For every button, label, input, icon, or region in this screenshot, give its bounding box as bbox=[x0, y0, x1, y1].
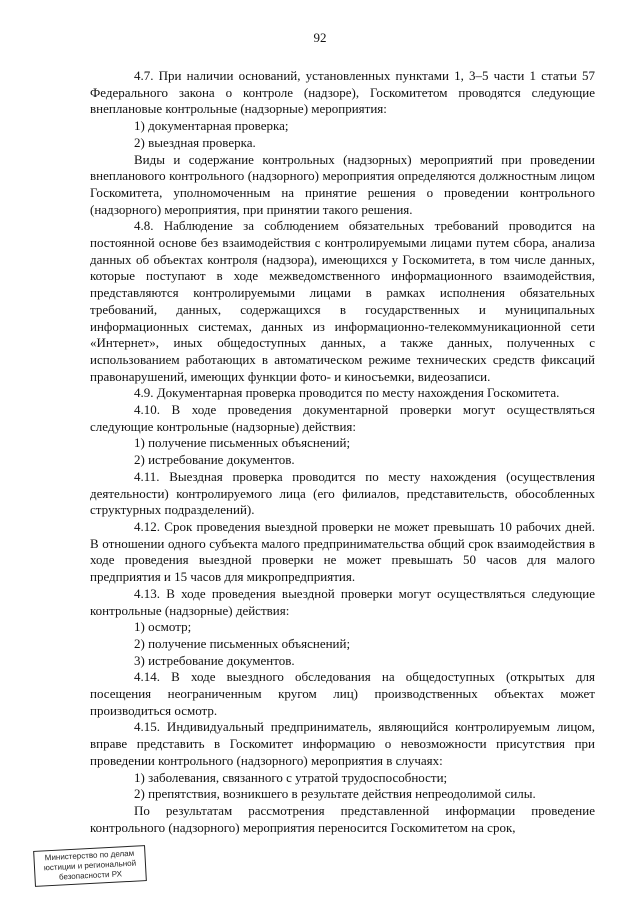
paragraph: 4.13. В ходе проведения выездной проверки могут осуществляться следующие контрольные (надзорные) действия: bbox=[90, 585, 595, 618]
paragraph: По результатам рассмотрения представленной информации проведение контрольного (надзорного) мероприятия переносится Госкомитетом на срок, bbox=[90, 802, 595, 835]
paragraph: 4.15. Индивидуальный предприниматель, являющийся контролируемым лицом, вправе представить в Госкомитет информацию о невозможности присутствия при проведении контрольного (надзорного) мероприятия в случаях: bbox=[90, 719, 595, 768]
paragraph: 4.10. В ходе проведения документарной проверки могут осуществляться следующие контрольные (надзорные) действия: bbox=[90, 402, 595, 434]
list-item: 2) получение письменных объяснений; bbox=[134, 635, 351, 651]
stamp-line-1: Министерство по делам bbox=[44, 848, 135, 863]
list-item: 1) документарная проверка; bbox=[134, 118, 289, 134]
stamp-line-2: юстиции и региональной bbox=[43, 858, 137, 873]
list-item: 2) истребование документов. bbox=[134, 452, 295, 468]
list-item: 3) истребование документов. bbox=[134, 652, 295, 668]
stamp-line-3: безопасности РХ bbox=[58, 869, 123, 882]
paragraph: 4.9. Документарная проверка проводится по месту нахождения Госкомитета. bbox=[134, 385, 560, 401]
paragraph: 4.14. В ходе выездного обследования на общедоступных (открытых для посещения неограниченным кругом лиц) производственных объектах может производиться осмотр. bbox=[90, 669, 595, 718]
paragraph: Виды и содержание контрольных (надзорных) мероприятий при проведении внепланового контрольного (надзорного) мероприятия определяются должностным лицом Госкомитета, уполномоченным на принятие решения о проведении контрольного (надзорного) мероприятия, при принятии такого решения. bbox=[90, 151, 595, 217]
list-item: 2) препятствия, возникшего в результате действия непреодолимой силы. bbox=[134, 786, 536, 802]
page-number: 92 bbox=[313, 30, 327, 45]
registration-stamp bbox=[33, 845, 147, 887]
paragraph: 4.11. Выездная проверка проводится по месту нахождения (осуществления деятельности) контролируемого лица (его филиалов, представительств, обособленных структурных подразделений). bbox=[90, 468, 595, 518]
list-item: 1) получение письменных объяснений; bbox=[134, 435, 351, 451]
list-item: 1) осмотр; bbox=[134, 619, 192, 635]
list-item: 2) выездная проверка. bbox=[134, 134, 256, 150]
paragraph: 4.8. Наблюдение за соблюдением обязательных требований проводится на постоянной основе без взаимодействия с контролируемыми лицами путем сбора, анализа данных об объектах контроля (надзора), имеющихся у Госкомитета, в том числе данных, которые поступают в ходе межведомственного информационного взаимодействия, представляются контролируемыми лицами в рамках исполнения обязательных требований, данных, содержащихся в государственных и муниципальных информационных системах, данных из информационно-телекоммуникационной сети «Интернет», иных общедоступных данных, а также данных, полученных с использованием работающих в автоматическом режиме технических средств фиксаций правонарушений, имеющих функции фото- и киносъемки, видеозаписи. bbox=[90, 218, 595, 384]
list-item: 1) заболевания, связанного с утратой трудоспособности; bbox=[134, 769, 448, 785]
paragraph: 4.7. При наличии оснований, установленных пунктами 1, 3–5 части 1 статьи 57 Федерального закона о контроле (надзоре), Госкомитетом проводятся следующие внеплановые контрольные (надзорные) мероприятия: bbox=[90, 68, 595, 117]
paragraph: 4.12. Срок проведения выездной проверки не может превышать 10 рабочих дней. В отношении одного субъекта малого предпринимательства общий срок взаимодействия в ходе проведения выездной проверки не может превышать 50 часов для малого предприятия и 15 часов для микропредприятия. bbox=[90, 518, 595, 585]
document-body bbox=[90, 68, 595, 836]
